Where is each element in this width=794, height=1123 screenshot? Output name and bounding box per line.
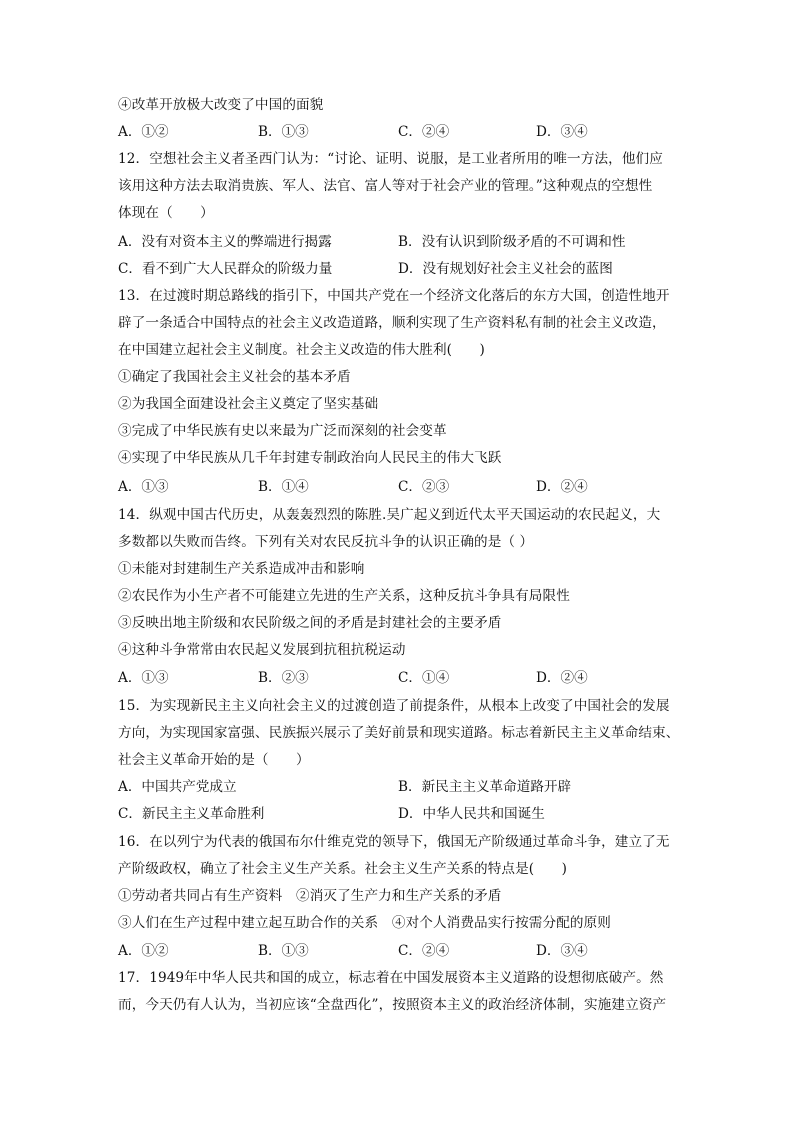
q12-option-c: C．看不到广大人民群众的阶级力量 xyxy=(118,261,333,277)
q15-stem-line-2: 方向，为实现国家富强、民族振兴展示了美好前景和现实道路。标志着新民主主义革命结束、 xyxy=(118,725,680,741)
q15-options-row-2 xyxy=(118,805,683,823)
q16-option-a: A．①② xyxy=(118,943,169,959)
q13-statement-3: ③完成了中华民族有史以来最为广泛而深刻的社会变革 xyxy=(118,423,447,439)
q12-option-d: D．没有规划好社会主义社会的蓝图 xyxy=(398,261,613,277)
q14-stem-line-2: 多数都以失败而告终。下列有关对农民反抗斗争的认识正确的是（ ） xyxy=(118,534,534,550)
q13-option-c: C．②③ xyxy=(398,479,450,495)
q16-statements-3-4: ③人们在生产过程中建立起互助合作的关系 ④对个人消费品实行按需分配的原则 xyxy=(118,915,611,931)
q17-stem-line-1: 17．1949年中华人民共和国的成立，标志着在中国发展资本主义道路的设想彻底破产。然 xyxy=(118,970,664,986)
q11-statement-4: ④改革开放极大改变了中国的面貌 xyxy=(118,97,324,113)
q13-statement-4: ④实现了中华民族从几千年封建专制政治向人民民主的伟大飞跃 xyxy=(118,450,502,466)
q13-option-a: A．①③ xyxy=(118,479,169,495)
q14-options xyxy=(118,669,683,687)
q14-statement-2: ②农民作为小生产者不可能建立先进的生产关系，这种反抗斗争具有局限性 xyxy=(118,588,570,604)
q16-stem-line-2: 产阶级政权，确立了社会主义生产关系。社会主义生产关系的特点是( ) xyxy=(118,861,568,877)
q12-stem-line-2: 该用这种方法去取消贵族、军人、法官、富人等对于社会产业的管理。”这种观点的空想性 xyxy=(118,178,653,194)
q14-option-a: A．①③ xyxy=(118,670,169,686)
q14-stem-line-1: 14．纵观中国古代历史，从轰轰烈烈的陈胜.吴广起义到近代太平天国运动的农民起义，大 xyxy=(118,507,661,523)
q12-option-a: A．没有对资本主义的弊端进行揭露 xyxy=(118,234,332,250)
q16-option-d: D．③④ xyxy=(536,943,588,959)
q14-option-c: C．①④ xyxy=(398,670,450,686)
q14-option-b: B．②③ xyxy=(258,670,309,686)
q13-option-d: D．②④ xyxy=(536,479,588,495)
q11-option-a: A．①② xyxy=(118,124,169,140)
q13-stem-line-1: 13．在过渡时期总路线的指引下，中国共产党在一个经济文化落后的东方大国，创造性地开 xyxy=(118,288,670,304)
q17-stem-line-2: 而，今天仍有人认为，当初应该“全盘西化”，按照资本主义的政治经济体制，实施建立资产 xyxy=(118,997,667,1013)
q15-options-row-1 xyxy=(118,778,683,796)
q13-stem-line-3: 在中国建立起社会主义制度。社会主义改造的伟大胜利( ) xyxy=(118,342,485,358)
q16-statements-1-2: ①劳动者共同占有生产资料 ②消灭了生产力和生产关系的矛盾 xyxy=(118,888,502,904)
q15-option-c: C．新民主主义革命胜利 xyxy=(118,806,265,822)
q14-statement-1: ①未能对封建制生产关系造成冲击和影响 xyxy=(118,561,365,577)
q12-stem-line-1: 12．空想社会主义者圣西门认为：“讨论、证明、说服，是工业者所用的唯一方法，他们应 xyxy=(118,151,663,167)
q16-stem-line-1: 16．在以列宁为代表的俄国布尔什维克党的领导下，俄国无产阶级通过革命斗争，建立了无 xyxy=(118,834,670,850)
q14-option-d: D．②④ xyxy=(536,670,588,686)
q13-options xyxy=(118,478,683,496)
q12-options-row-2 xyxy=(118,260,683,278)
q11-option-d: D．③④ xyxy=(536,124,588,140)
q11-option-b: B．①③ xyxy=(258,124,309,140)
q11-option-c: C．②④ xyxy=(398,124,450,140)
q15-option-b: B．新民主主义革命道路开辟 xyxy=(398,779,572,795)
q13-option-b: B．①④ xyxy=(258,479,309,495)
q15-option-d: D．中华人民共和国诞生 xyxy=(398,806,545,822)
q13-stem-line-2: 辟了一条适合中国特点的社会主义改造道路，顺利实现了生产资料私有制的社会主义改造， xyxy=(118,315,666,331)
q15-stem-line-1: 15．为实现新民主主义向社会主义的过渡创造了前提条件，从根本上改变了中国社会的发展 xyxy=(118,698,670,714)
q13-statement-1: ①确定了我国社会主义社会的基本矛盾 xyxy=(118,369,351,385)
q15-option-a: A．中国共产党成立 xyxy=(118,779,237,795)
q14-statement-3: ③反映出地主阶级和农民阶级之间的矛盾是封建社会的主要矛盾 xyxy=(118,615,502,631)
q16-option-b: B．①③ xyxy=(258,943,309,959)
q16-options xyxy=(118,942,683,960)
q16-option-c: C．②④ xyxy=(398,943,450,959)
q15-stem-line-3: 社会主义革命开始的是（ ） xyxy=(118,752,310,768)
q12-option-b: B．没有认识到阶级矛盾的不可调和性 xyxy=(398,234,626,250)
q11-options xyxy=(118,123,683,141)
q12-options-row-1 xyxy=(118,233,683,251)
q14-statement-4: ④这种斗争常常由农民起义发展到抗租抗税运动 xyxy=(118,642,406,658)
q13-statement-2: ②为我国全面建设社会主义奠定了坚实基础 xyxy=(118,396,379,412)
q12-stem-line-3: 体现在（ ） xyxy=(118,205,214,221)
